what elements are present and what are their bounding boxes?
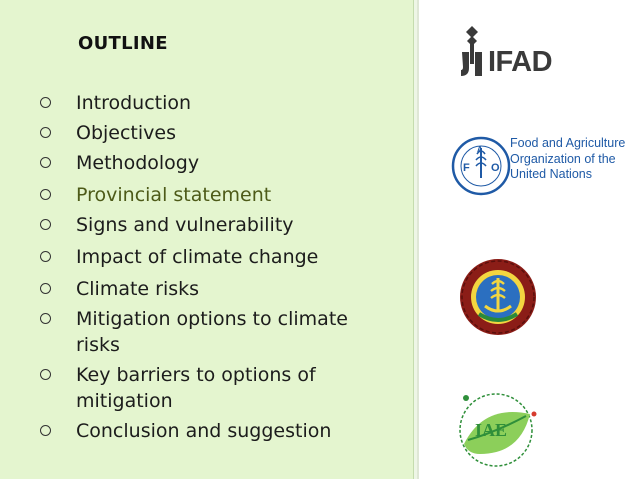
outline-item-line: Objectives xyxy=(76,122,176,144)
iae-wordmark: IAE xyxy=(475,420,508,440)
bullet-circle-icon xyxy=(40,283,51,294)
bullet-circle-icon xyxy=(40,157,51,168)
bullet-circle-icon xyxy=(40,97,51,108)
svg-text:F: F xyxy=(463,162,470,174)
bullet-circle-icon xyxy=(40,251,51,262)
outline-title: OUTLINE xyxy=(78,33,168,54)
outline-item-text xyxy=(76,212,396,238)
outline-item-text xyxy=(76,244,396,270)
outline-item-text xyxy=(76,362,396,414)
svg-text:O: O xyxy=(491,162,500,174)
bullet-circle-icon xyxy=(40,369,51,380)
outline-item-line: risks xyxy=(76,334,120,356)
bullet-circle-icon xyxy=(40,127,51,138)
svg-text:A: A xyxy=(477,145,483,154)
fao-emblem xyxy=(451,136,511,196)
fao-line-3: United Nations xyxy=(510,167,592,181)
outline-item-text xyxy=(76,90,396,116)
outline-item-line: Key barriers to options of xyxy=(76,364,316,386)
outline-item-text xyxy=(76,418,396,444)
ifad-wordmark: IFAD xyxy=(488,46,553,78)
ministry-emblem-icon xyxy=(457,256,539,338)
outline-item-line: Provincial statement xyxy=(76,184,272,206)
fao-wordmark xyxy=(510,136,638,183)
outline-item-line: Impact of climate change xyxy=(76,246,319,268)
bullet-circle-icon xyxy=(40,219,51,230)
outline-item-text xyxy=(76,120,396,146)
outline-item-line: Introduction xyxy=(76,92,192,114)
bullet-circle-icon xyxy=(40,425,51,436)
outline-item-text xyxy=(76,306,396,358)
outline-item-text xyxy=(76,276,396,302)
outline-item-line: Climate risks xyxy=(76,278,200,300)
outline-item-text xyxy=(76,150,396,176)
outline-item-line: Signs and vulnerability xyxy=(76,214,294,236)
fao-wheat-icon xyxy=(451,136,511,196)
outline-item-text xyxy=(76,182,396,208)
outline-item-line: Methodology xyxy=(76,152,200,174)
ifad-logo xyxy=(458,22,568,86)
ministry-emblem xyxy=(457,256,539,338)
fao-line-1: Food and Agriculture xyxy=(510,136,626,150)
bullet-circle-icon xyxy=(40,189,51,200)
outline-item-line: mitigation xyxy=(76,390,173,412)
iae-logo xyxy=(444,384,550,472)
fao-line-2: Organization of the xyxy=(510,151,616,166)
outline-item-line: Conclusion and suggestion xyxy=(76,420,332,442)
bullet-circle-icon xyxy=(40,313,51,324)
outline-item-line: Mitigation options to climate xyxy=(76,308,348,330)
